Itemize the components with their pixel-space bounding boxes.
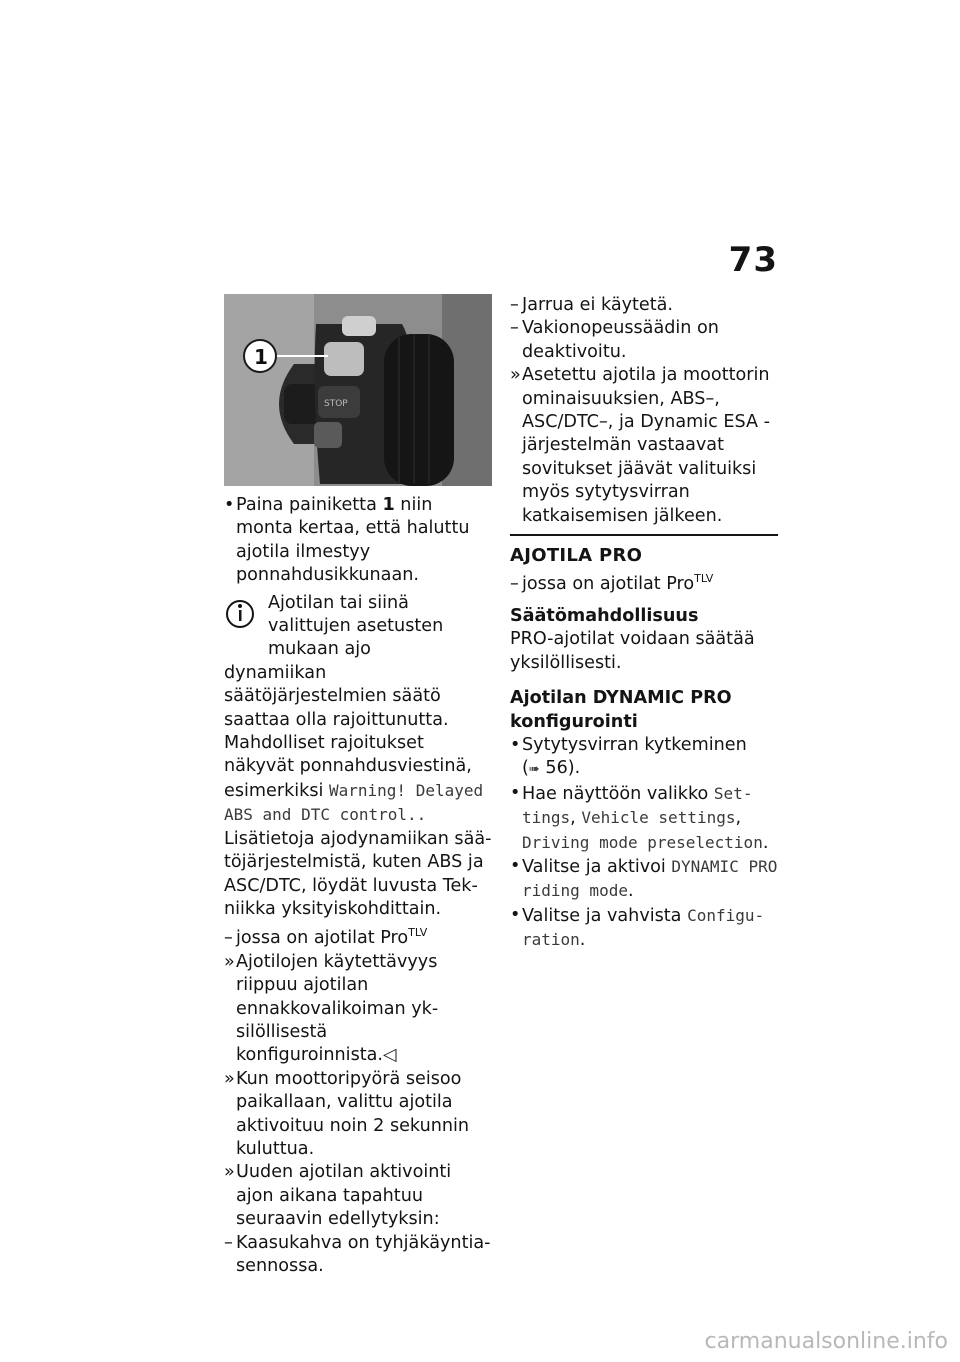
svg-text:STOP: STOP (324, 399, 348, 409)
condition-pro-modes: – jossa on ajotilat Pro$^{TLV}$ (224, 926, 428, 949)
step-ignition-on: • Sytytysvirran kytkeminen (➠ 56). (510, 734, 747, 779)
callout-number: 1 (254, 345, 268, 369)
callout-ref: 1 (382, 495, 395, 515)
note-more-info: Lisätietoja ajodynamiikan säätöjärjestelmistä, kuten ABS ja ASC/DTC, löydät luvusta Tekniikka yksityiskohdittain. (224, 828, 492, 919)
tlv-superscript: TLV (694, 572, 714, 586)
page-number: 73 (728, 240, 778, 280)
adjustment-text: PRO-ajotilat voidaan säätää yksilöllisesti. (510, 629, 755, 673)
heading-config-line2: konfigurointi (510, 711, 638, 732)
menu-path-settings: Settings (522, 783, 753, 828)
heading-adjustment: Säätömahdollisuus (510, 605, 699, 626)
note-text: dynamiikan säätöjärjestelmien säätö saattaa olla rajoittunutta. Mahdolliset rajoitukset näkyvät ponnahdusviestinä, esimerkiksi (224, 662, 472, 801)
tlv-superscript: TLV (408, 926, 428, 940)
condition-brake: – Jarrua ei käytetä. (510, 295, 674, 315)
result-availability: » Ajotilojen käytettävyys riippuu ajotilan ennakkovalikoiman yksilöllisestä konfiguroinnista.◁ (224, 951, 439, 1066)
step-press-button: • Paina painiketta 1 niin monta kertaa, että haluttu ajotila ilmestyy ponnahdusikkunaan. (224, 495, 470, 586)
source-watermark: carmanualsonline.info (704, 1329, 948, 1354)
heading-config-line1: Ajotilan DYNAMIC PRO (510, 688, 732, 709)
condition-pro-modes-right: – jossa on ajotilat Pro$^{TLV}$ (510, 572, 714, 595)
menu-configuration: Configuration (522, 905, 765, 950)
note-warning-message: Warning! Delayed ABS and DTC control.. (224, 780, 484, 825)
step-open-menu: • Hae näyttöön valikko Settings, Vehicle settings, Driving mode preselection. (510, 782, 769, 853)
result-standstill: » Kun moottoripyörä seisoo paikallaan, valittu ajotila aktivoituu noin 2 sekunnin kuluttua. (224, 1068, 470, 1159)
handlebar-switch-photo (224, 294, 492, 486)
end-mark-icon: ◁ (383, 1045, 397, 1066)
page-reference-icon: ➠ (528, 762, 540, 778)
section-divider (510, 534, 778, 536)
result-while-driving: » Uuden ajotilan aktivointi ajon aikana tapahtuu seuraavin edellytyksin: (224, 1162, 452, 1230)
right-column (510, 294, 778, 953)
result-settings-kept: » Asetettu ajotila ja moottorin ominaisuuksien, ABS–, ASC/DTC–, ja Dynamic ESA -järjestelmän vastaavat sovitukset jäävät valituiksi myös sytytysvirran katkaisemisen jälkeen. (510, 365, 770, 526)
left-column (224, 294, 492, 1278)
step-activate-mode: • Valitse ja aktivoi DYNAMIC PRO riding mode. (510, 855, 778, 902)
page-reference-number: 56). (539, 758, 581, 779)
info-icon (224, 594, 260, 632)
condition-cruise-control: – Vakionopeussäädin on deaktivoitu. (510, 318, 719, 362)
bullet-marker: • (224, 495, 235, 515)
condition-throttle: – Kaasukahva on tyhjäkäyntiasennossa. (224, 1232, 491, 1276)
note-first-line: Ajotilan tai siinä valittujen asetusten mukaan ajo (268, 592, 444, 660)
step-confirm-configuration: • Valitse ja vahvista Configuration. (510, 904, 765, 951)
info-note (224, 592, 492, 922)
section-title: AJOTILA PRO (510, 545, 643, 567)
menu-path-vehicle-settings: Vehicle settings (581, 808, 736, 828)
menu-path-preselection: Driving mode preselection (522, 832, 763, 852)
menu-dynamic-pro: DYNAMIC PRO riding mode (522, 856, 778, 901)
